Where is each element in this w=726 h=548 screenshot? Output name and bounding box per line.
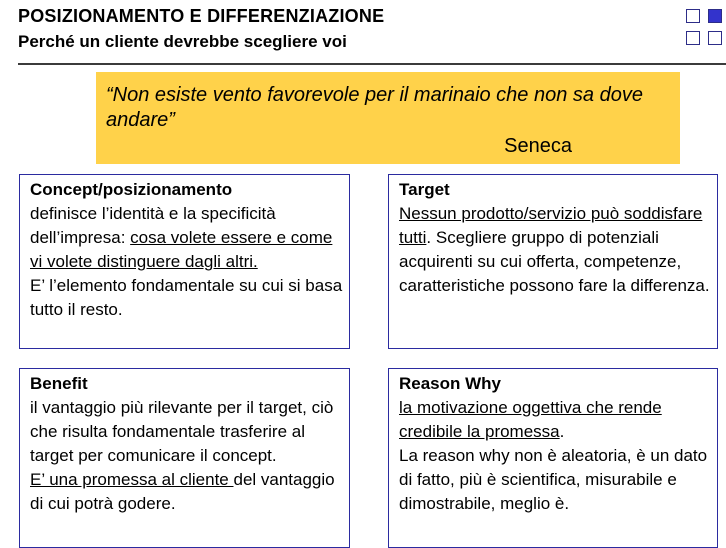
deco-square-3: [686, 31, 700, 45]
concept-box: [19, 174, 350, 349]
benefit-title: Benefit: [30, 374, 88, 393]
deco-square-2: [708, 9, 722, 23]
benefit-rest: del vantaggio di cui potrà godere.: [30, 470, 335, 513]
concept-underline: cosa volete essere e come vi volete distinguere dagli altri.: [30, 228, 333, 271]
reason-body: [399, 396, 717, 444]
deco-square-1: [686, 9, 700, 23]
quote-author: Seneca: [504, 135, 572, 157]
benefit-promise: [30, 468, 349, 516]
page-title: POSIZIONAMENTO E DIFFERENZIAZIONE: [18, 6, 385, 26]
concept-body: [30, 202, 349, 274]
benefit-underline: E’ una promessa al cliente: [30, 470, 234, 489]
reason-text: La reason why non è aleatoria, è un dato di fatto, più è scientifica, misurabile e dimostrabile, meglio è.: [399, 446, 708, 513]
quote-box: [96, 72, 680, 164]
concept-text: definisce l’identità e la specificità dell’impresa:: [30, 204, 276, 247]
reason-dot: .: [559, 422, 565, 441]
header-rule: [18, 63, 726, 65]
benefit-text: il vantaggio più rilevante per il target, ciò che risulta fondamentale trasferire al target per comunicare il concept.: [30, 398, 334, 465]
target-underline: Nessun prodotto/servizio può soddisfare tutti: [399, 204, 703, 247]
target-box: [388, 174, 718, 349]
reason-underline: la motivazione oggettiva che rende credibile la promessa: [399, 398, 662, 441]
reason-box: [388, 368, 718, 548]
reason-title: Reason Why: [399, 374, 502, 393]
concept-title: Concept/posizionamento: [30, 180, 233, 199]
concept-note: E’ l’elemento fondamentale su cui si basa tutto il resto.: [30, 276, 343, 319]
target-text: . Scegliere gruppo di potenziali acquirenti su cui offerta, competenze, caratteristiche possono fare la differenza.: [399, 228, 710, 295]
target-title: Target: [399, 180, 450, 199]
page-subtitle: Perché un cliente devrebbe scegliere voi: [18, 32, 347, 51]
target-body: [399, 202, 717, 298]
deco-square-4: [708, 31, 722, 45]
quote-text: “Non esiste vento favorevole per il marinaio che non sa dove andare”: [106, 84, 643, 131]
benefit-box: [19, 368, 350, 548]
